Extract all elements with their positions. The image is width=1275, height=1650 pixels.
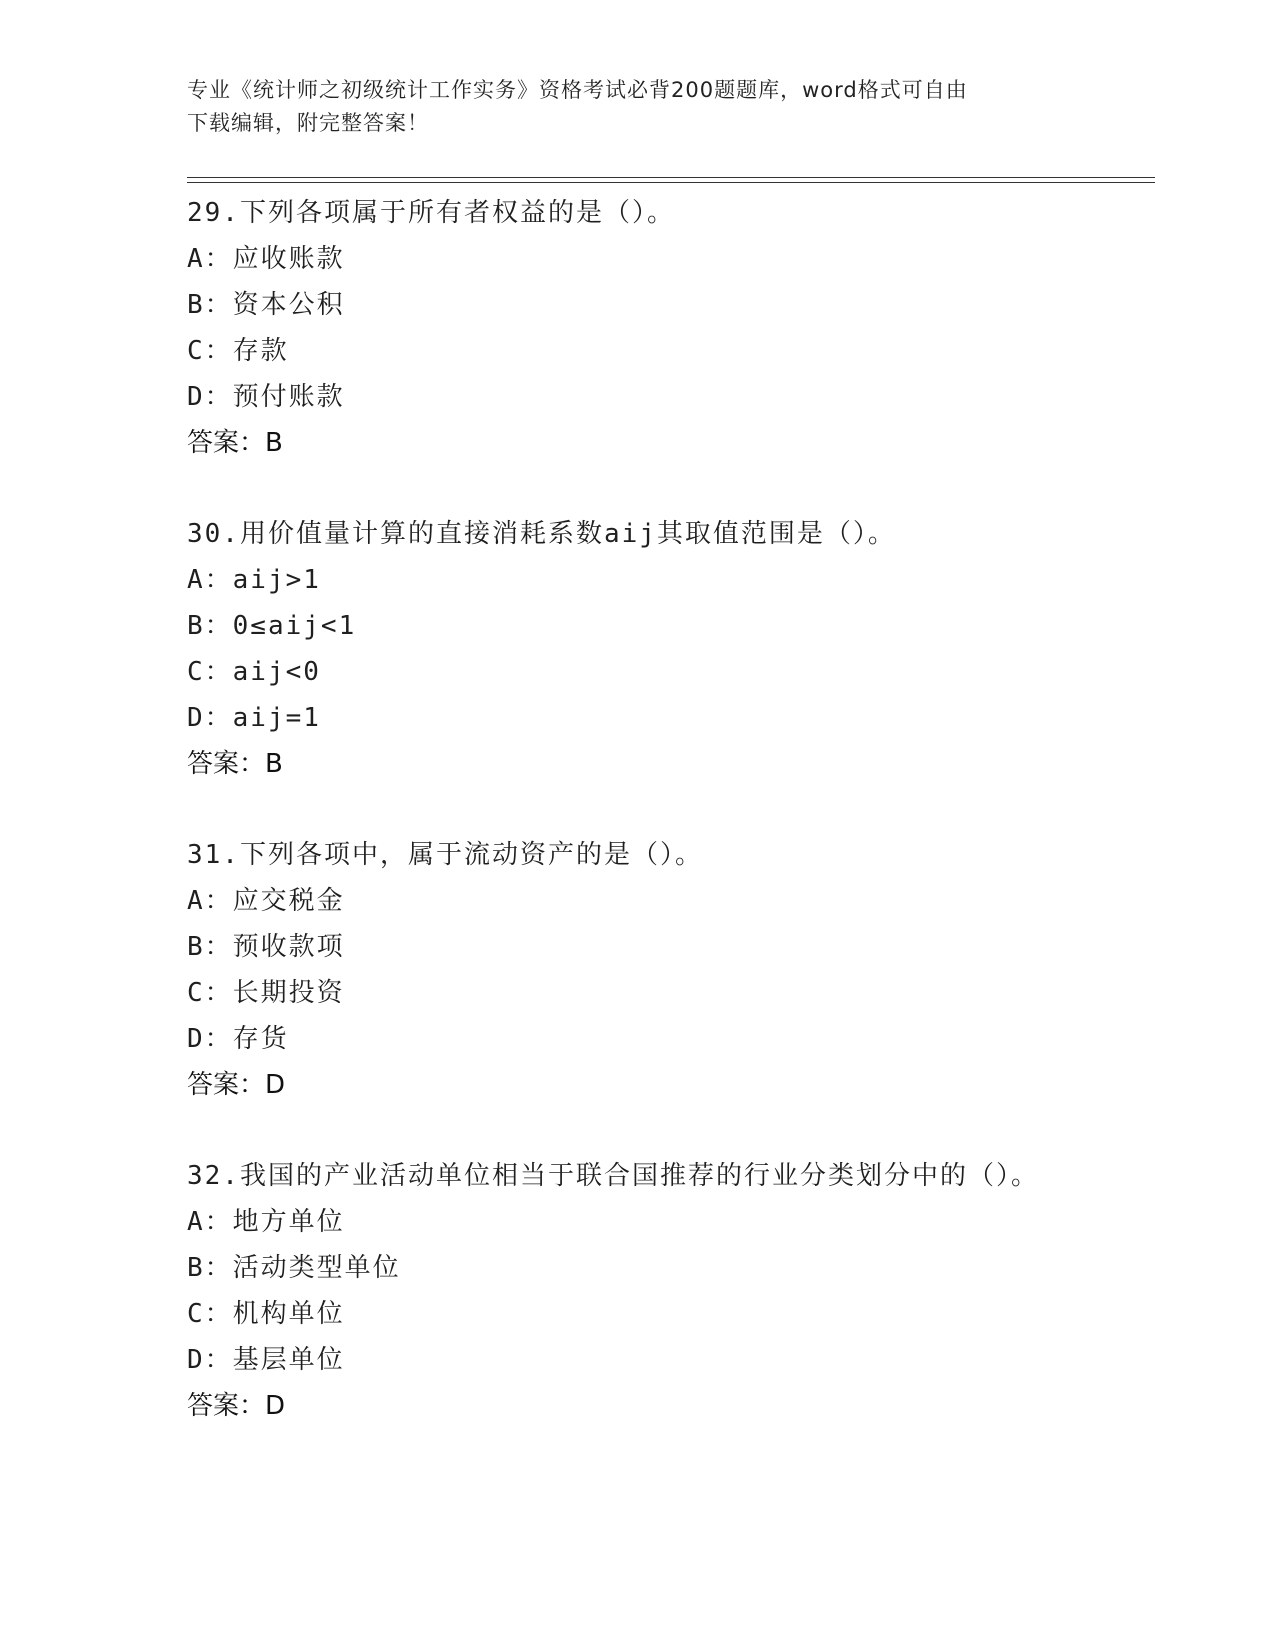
option-a: A：应收账款 [187, 244, 345, 274]
option-d: D：基层单位 [187, 1345, 345, 1375]
document-header [187, 74, 1067, 140]
option-d: D：aij=1 [187, 703, 321, 733]
option-c: C：存款 [187, 336, 289, 366]
option-c: C：机构单位 [187, 1299, 345, 1329]
option-b: B：资本公积 [187, 290, 345, 320]
question-list [187, 190, 1187, 1429]
option-c: C：aij<0 [187, 657, 321, 687]
answer-line: 答案：B [187, 428, 283, 458]
option-a: A：应交税金 [187, 886, 345, 916]
header-line-2: 下载编辑，附完整答案！ [187, 111, 429, 135]
option-a: A：aij>1 [187, 565, 321, 595]
option-d: D：预付账款 [187, 382, 345, 412]
header-line-1: 专业《统计师之初级统计工作实务》资格考试必背200题题库，word格式可自由 [187, 78, 968, 102]
question-stem: 30.用价值量计算的直接消耗系数aij其取值范围是（）。 [187, 519, 896, 549]
option-a: A：地方单位 [187, 1207, 345, 1237]
option-c: C：长期投资 [187, 978, 345, 1008]
answer-line: 答案：D [187, 1391, 286, 1421]
header-divider-bottom [187, 182, 1155, 183]
option-d: D：存货 [187, 1024, 289, 1054]
option-b: B：0≤aij<1 [187, 611, 357, 641]
question-stem: 32.我国的产业活动单位相当于联合国推荐的行业分类划分中的（）。 [187, 1161, 1039, 1191]
option-b: B：活动类型单位 [187, 1253, 401, 1283]
question-32 [187, 1153, 1187, 1429]
question-31 [187, 832, 1187, 1108]
question-30 [187, 511, 1187, 787]
answer-line: 答案：D [187, 1070, 286, 1100]
question-29 [187, 190, 1187, 466]
question-stem: 29.下列各项属于所有者权益的是（）。 [187, 198, 675, 228]
answer-line: 答案：B [187, 749, 283, 779]
question-stem: 31.下列各项中，属于流动资产的是（）。 [187, 840, 703, 870]
option-b: B：预收款项 [187, 932, 345, 962]
header-divider-top [187, 177, 1155, 178]
